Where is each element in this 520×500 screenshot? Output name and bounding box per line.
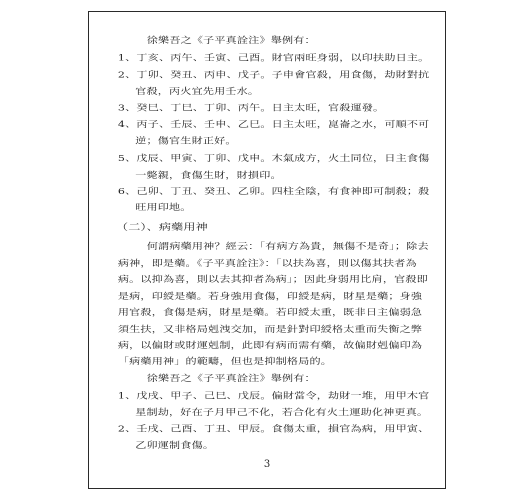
paragraph-line: 病神，即是藥。《子平真詮注》：「以扶為喜，則以傷其扶者為 xyxy=(117,257,417,269)
section1-intro: 徐樂吾之《子平真詮注》舉例有： xyxy=(146,34,316,46)
paragraph-line: 用官殺，食傷是病，財星是藥。若印綬太重，既非日主偏弱急 xyxy=(117,306,423,318)
paragraph-line: 「病藥用神」的範疇，但也是抑制格局的。 xyxy=(117,356,333,367)
example-line-continued: 旺用印地。 xyxy=(135,202,192,213)
page-number: 3 xyxy=(263,459,271,470)
example-line: 1、丁亥、丙午、壬寅、己酉。財官兩旺身弱，以印扶助日主。 xyxy=(117,52,430,63)
paragraph-line: 病。以抑為喜，則以去其抑者為病」；因此身弱用比肩，官殺即 xyxy=(117,273,428,285)
example-line-continued: 逆；傷官生財正好。 xyxy=(135,135,237,146)
example-line: 6、己卯、丁丑、癸丑、乙卯。四柱全陰，有食神即可制殺；殺 xyxy=(117,185,430,197)
page-text xyxy=(89,12,432,450)
example-line-continued: 官殺，丙火宜先用壬水。 xyxy=(135,86,260,97)
document-page xyxy=(88,11,446,489)
paragraph-line: 何謂病藥用神？經云：「有病方為貴，無傷不是奇」；除去 xyxy=(146,240,429,252)
example-line: 5、戊辰、甲寅、丁卯、戊申。木氣成方，火土同位，日主食傷 xyxy=(117,152,430,164)
example-line: 2、壬戌、己酉、丁丑、甲辰。食傷太重，損官為病，用甲寅、 xyxy=(117,423,430,434)
example-line-continued: 一斃親，食傷生財，財損印。 xyxy=(135,169,282,181)
example-line: 3、癸巳、丁巳、丁卯、丙午。日主太旺，官殺運發。 xyxy=(117,102,385,113)
paragraph-line: 病，以偏財或財運剋制，此即有病而需有藥，故偏財剋偏印為 xyxy=(117,339,423,351)
example-line-continued: 乙卯運制食傷。 xyxy=(135,439,215,450)
paragraph-line: 須生扶，又非格局剋洩交加，而是針對印綬格太重而失衡之弊 xyxy=(117,323,423,335)
example-line: 2、丁卯、癸丑、丙申、戊子。子申會官殺，用食傷，劫財對抗 xyxy=(117,69,430,80)
example-line: 1、戊戌、甲子、己巳、戊辰。偏財當令，劫財一堆，用甲木官 xyxy=(117,390,430,401)
section-heading: （二）、病藥用神 xyxy=(115,221,208,233)
section2-intro: 徐樂吾之《子平真詮注》舉例有： xyxy=(146,372,316,384)
example-line-continued: 星制劫，好在子月甲己不化，若合化有火土運助化神更真。 xyxy=(135,406,429,417)
paragraph-line: 是病，印綬是藥。若身強用食傷，印綬是病，財星是藥；身強 xyxy=(117,290,423,302)
example-line: 4、丙子、壬辰、壬申、乙巳。日主太旺，崑崙之水，可順不可 xyxy=(117,119,430,130)
